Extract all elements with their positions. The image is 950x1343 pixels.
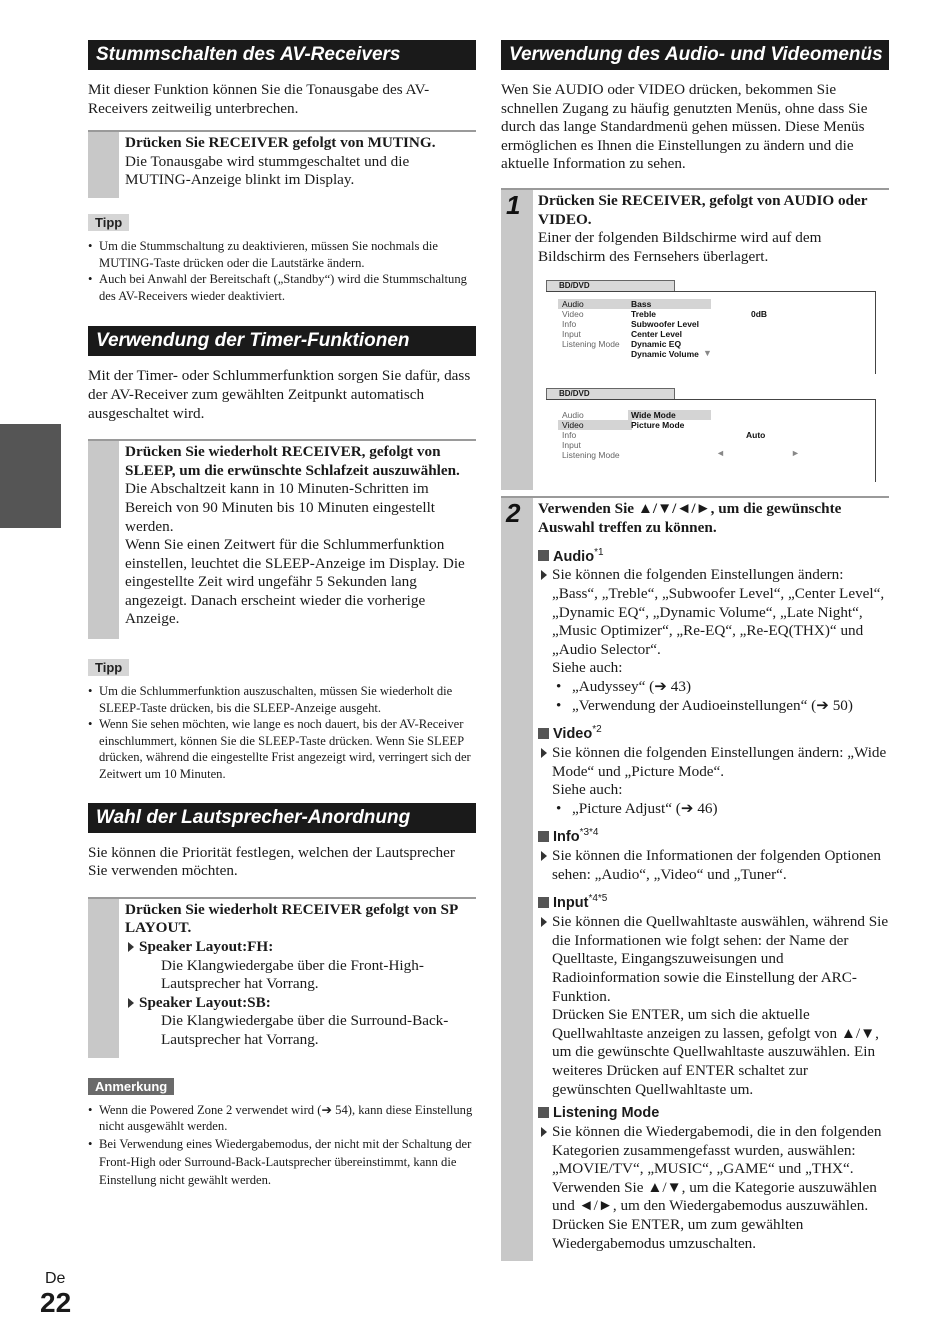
info-section-heading	[538, 823, 889, 847]
audio-section-heading	[538, 543, 889, 567]
see-also: Siehe auch:	[552, 659, 623, 677]
heading-text: Info	[553, 829, 580, 846]
heading-timer: Verwendung der Timer-Funktionen	[88, 326, 476, 356]
right-column	[501, 40, 889, 1261]
chapter-tab	[0, 424, 61, 528]
footnote-ref: *4*5	[588, 893, 608, 905]
osd-audio-screen	[546, 280, 876, 374]
tip-label: Tipp	[88, 214, 129, 231]
osd-tab: BD/DVD	[546, 280, 675, 292]
lm-text-2: Verwenden Sie ▲/▼, um die Kategorie auszuwählen und ◄/►, um den Wiedergabemodus auszuwählen. Drücken Sie ENTER, um zum gewählten Wiedergabemodus umzuschalten.	[552, 1178, 877, 1252]
page-number: 22	[40, 1287, 72, 1318]
step-bar	[88, 441, 119, 639]
input-text-2: Drücken Sie ENTER, um sich die aktuelle Quellwahltaste anzeigen zu lassen, gefolgt von ▲/▼, um die gewünschte Quellwahltaste auszuwählen. Ein weiteres Drücken auf ENTER schaltet zur gewünschten Quellwahltaste um.	[552, 1006, 879, 1098]
square-bullet-icon	[538, 897, 549, 908]
square-bullet-icon	[538, 728, 549, 739]
step-number: 1	[506, 189, 521, 220]
osd-menu-item: Info	[562, 319, 577, 330]
osd-sub-item: Treble	[631, 309, 657, 320]
osd-value: Auto	[746, 430, 766, 441]
muting-text: Die Tonausgabe wird stummgeschaltet und die MUTING-Anzeige blinkt im Display.	[125, 152, 410, 189]
option-title: Speaker Layout:FH:	[139, 938, 274, 955]
osd-menu-item: Video	[558, 420, 632, 430]
osd-submenu	[628, 299, 711, 359]
osd-sub-item: Wide Mode	[628, 410, 711, 420]
step-bar	[501, 498, 533, 1261]
muting-instruction: Drücken Sie RECEIVER gefolgt von MUTING.	[125, 134, 436, 152]
tip-item: • Um die Schlummerfunktion auszuschalten, müssen Sie wiederholt die SLEEP-Taste drücken, bis die SLEEP-Anzeige ausgeht.	[88, 683, 476, 716]
audio-refs	[538, 678, 889, 715]
osd-menu-item: Info	[562, 430, 577, 441]
speaker-step	[88, 897, 476, 1058]
footnote-ref: *1	[594, 546, 604, 558]
timer-step	[88, 439, 476, 639]
note-item: • Wenn die Powered Zone 2 verwendet wird (➔ 54), kann diese Einstellung nicht ausgewählt werden.	[88, 1102, 476, 1135]
scroll-down-icon: ▼	[703, 348, 712, 359]
heading-text: Video	[553, 725, 593, 742]
tip-label: Tipp	[88, 659, 129, 676]
tip-item: • Wenn Sie sehen möchten, wie lange es noch dauert, bis der AV-Receiver einschlummert, können Sie die SLEEP-Taste drücken. Wenn Sie SLEEP drücken, während die eingestellte Frist angezeigt wird, verringert sich der Zeitwert um 10 Minuten.	[88, 716, 476, 782]
timer-tips	[88, 683, 476, 783]
step-bar	[501, 190, 533, 490]
osd-sub-item: Center Level	[631, 329, 683, 340]
osd-sub-item: Picture Mode	[631, 420, 685, 431]
osd-value: 0dB	[751, 309, 768, 320]
heading-audio-video-menus: Verwendung des Audio- und Videomenüs	[501, 40, 889, 70]
tip-item: • Auch bei Anwahl der Bereitschaft („Standby“) wird die Stummschaltung des AV-Receivers wieder deaktiviert.	[88, 271, 476, 304]
step-bar	[88, 899, 119, 1058]
osd-menu-item: Input	[562, 440, 581, 451]
speaker-instruction: Drücken Sie wiederholt RECEIVER gefolgt von SP LAYOUT.	[125, 900, 458, 937]
osd-menu-item: Input	[562, 329, 581, 340]
info-text: Sie können die Informationen der folgenden Optionen sehen: „Audio“, „Video“ und „Tuner“.	[538, 847, 889, 884]
step-2	[501, 496, 889, 1261]
left-column	[88, 40, 476, 1189]
heading-text: Listening Mode	[553, 1105, 660, 1122]
square-bullet-icon	[538, 831, 549, 842]
heading-text: Input	[553, 895, 589, 912]
osd-submenu	[628, 410, 711, 430]
step1-instruction: Drücken Sie RECEIVER, gefolgt von AUDIO oder VIDEO.	[538, 191, 868, 228]
footnote-ref: *3*4	[579, 827, 599, 839]
timer-intro: Mit der Timer- oder Schlummerfunktion sorgen Sie dafür, dass der AV-Receiver zum gewählten Zeitpunkt automatisch ausgeschaltet wird.	[88, 367, 471, 422]
osd-menu-item: Listening Mode	[562, 339, 620, 350]
muting-step	[88, 130, 476, 198]
tip-item: • Um die Stummschaltung zu deaktivieren, müssen Sie nochmals die MUTING-Taste drücken oder die Lautstärke ändern.	[88, 238, 476, 271]
heading-muting: Stummschalten des AV-Receivers	[88, 40, 476, 70]
heading-text: Audio	[553, 548, 595, 565]
ref-link: • „Verwendung der Audioeinstellungen“ (➔ 50)	[552, 697, 889, 716]
video-text: Sie können die folgenden Einstellungen ändern: „Wide Mode“ und „Picture Mode“.	[538, 744, 889, 781]
option-text: Die Klangwiedergabe über die Front-High-Lautsprecher hat Vorrang.	[161, 956, 424, 993]
osd-sub-item: Dynamic Volume	[631, 349, 699, 360]
lm-text-1: Sie können die Wiedergabemodi, die in den folgenden Kategorien zusammengefasst wurden, auswählen: „MOVIE/TV“, „MUSIC“, „GAME“ und „THX“.	[538, 1123, 889, 1179]
muting-tips	[88, 238, 476, 304]
speaker-option-sb	[125, 994, 476, 1050]
footnote-ref: *2	[592, 724, 602, 736]
audio-text: Sie können die folgenden Einstellungen ändern: „Bass“, „Treble“, „Subwoofer Level“, „Center Level“, „Dynamic EQ“, „Dynamic Volume“, „Late Night“, „Music Optimizer“, „Re-EQ“, „Re-EQ(THX)“ und „Audio Selector“.	[538, 566, 889, 659]
heading-speaker-layout: Wahl der Lautsprecher-Anordnung	[88, 803, 476, 833]
listening-mode-section-heading	[538, 1104, 889, 1123]
square-bullet-icon	[538, 1107, 549, 1118]
osd-menu-item: Listening Mode	[562, 450, 620, 461]
option-title: Speaker Layout:SB:	[139, 993, 271, 1011]
step-number: 2	[506, 498, 521, 529]
speaker-option-fh	[125, 938, 476, 994]
step-1	[501, 188, 889, 490]
step-bar	[88, 132, 119, 198]
osd-sub-item: Dynamic EQ	[631, 339, 682, 350]
menus-intro: Wen Sie AUDIO oder VIDEO drücken, bekommen Sie schnellen Zugang zu häufig genutzten Menüs, ohne dass Sie durch das lange Standardmenü gehen müssen. Diese Menüs ermöglichen es Ihnen die Einstellungen zu ändern und die aktuelle Information zu sehen.	[501, 81, 868, 173]
osd-menu-item: Audio	[562, 410, 584, 421]
note-label: Anmerkung	[88, 1078, 174, 1095]
ref-link: • „Picture Adjust“ (➔ 46)	[552, 800, 889, 819]
arrow-left-icon: ◄	[716, 448, 725, 459]
osd-menu	[558, 410, 632, 460]
osd-menu	[558, 299, 632, 349]
square-bullet-icon	[538, 550, 549, 561]
option-text: Die Klangwiedergabe über die Surround-Back-Lautsprecher hat Vorrang.	[161, 1012, 449, 1048]
osd-menu-item: Audio	[558, 299, 632, 309]
see-also: Siehe auch:	[552, 781, 623, 799]
page-language: De	[45, 1270, 66, 1287]
input-text-1: Sie können die Quellwahltaste auswählen, während Sie die Informationen wie folgt sehen: der Name der Quelltaste, Eingangszuweisungen und Radioinformation sowie die Einstellung der ARC-Funktion.	[538, 913, 889, 1006]
timer-text-1: Die Abschaltzeit kann in 10 Minuten-Schritten im Bereich von 90 Minuten bis 10 Minuten eingestellt werden.	[125, 480, 436, 535]
speaker-notes	[88, 1102, 476, 1189]
timer-instruction: Drücken Sie wiederholt RECEIVER, gefolgt von SLEEP, um die erwünschte Schlafzeit auszuwählen.	[125, 443, 460, 479]
osd-video-screen	[546, 388, 876, 482]
note-item: • Bei Verwendung eines Wiedergabemodus, der nicht mit der Schaltung der Front-High oder Surround-Back-Lautsprecher übereinstimmt, kann die Einstellung nicht gewählt werden.	[88, 1135, 476, 1189]
muting-intro: Mit dieser Funktion können Sie die Tonausgabe des AV-Receivers zeitweilig unterbrechen.	[88, 81, 430, 117]
video-section-heading	[538, 720, 889, 744]
video-refs	[538, 800, 889, 819]
ref-link: • „Audyssey“ (➔ 43)	[552, 678, 889, 697]
osd-menu-item: Video	[562, 309, 584, 320]
osd-sub-item: Bass	[628, 299, 711, 309]
osd-tab: BD/DVD	[546, 388, 675, 400]
speaker-intro: Sie können die Priorität festlegen, welchen der Lautsprecher Sie verwenden möchten.	[88, 843, 455, 880]
osd-sub-item: Subwoofer Level	[631, 319, 700, 330]
step1-text: Einer der folgenden Bildschirme wird auf dem Bildschirm des Fernsehers überlagert.	[538, 229, 822, 265]
arrow-right-icon: ►	[791, 448, 800, 459]
timer-text-2: Wenn Sie einen Zeitwert für die Schlummerfunktion einstellen, leuchtet die SLEEP-Anzeige im Display. Die eingestellte Zeit wird ungefähr 5 Sekunden lang angezeigt. Danach erscheint wieder die vorherige Anzeige.	[125, 536, 465, 628]
input-section-heading	[538, 889, 889, 913]
step2-instruction: Verwenden Sie ▲/▼/◄/►, um die gewünschte Auswahl treffen zu können.	[538, 500, 842, 536]
